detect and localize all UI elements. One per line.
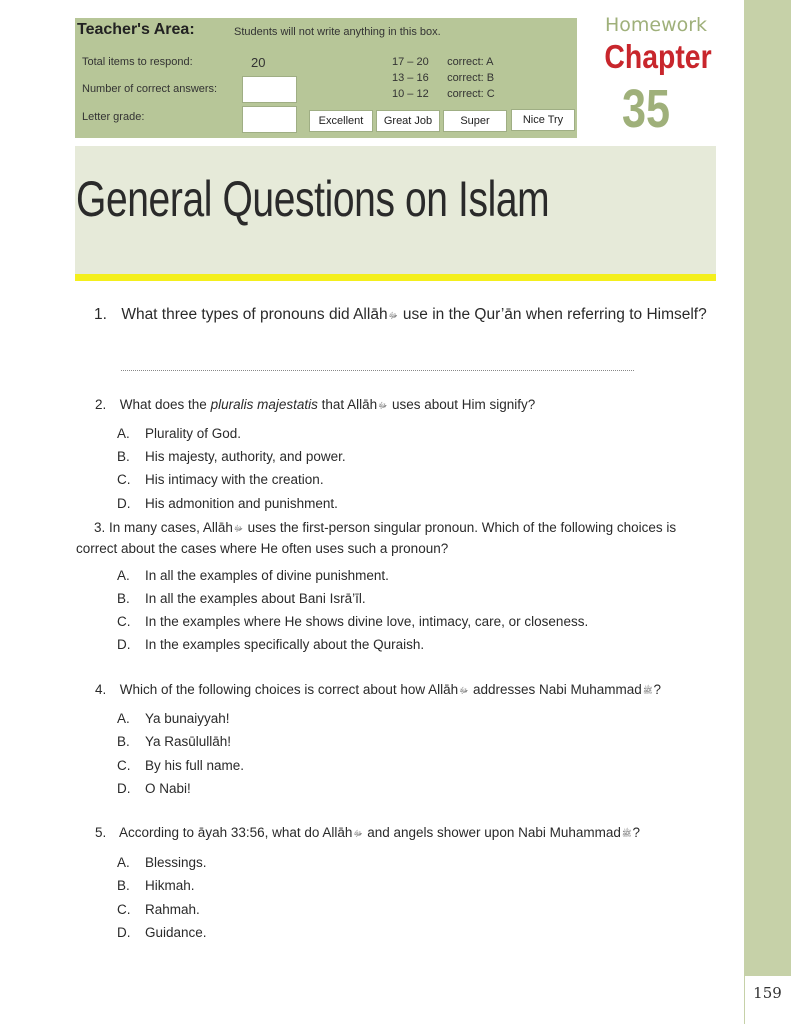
option-letter: B. bbox=[117, 449, 130, 464]
question-number: 3. bbox=[94, 520, 106, 535]
option-text: Rahmah. bbox=[145, 902, 200, 917]
question-text: ? bbox=[632, 825, 641, 840]
letter-grade-label: Letter grade: bbox=[82, 111, 145, 123]
grade-scale-result: correct: A bbox=[447, 56, 494, 68]
honorific-glyph-icon: ﷻ bbox=[388, 311, 398, 320]
prophet-glyph-icon: ﷺ bbox=[621, 829, 632, 838]
option-text: In all the examples of divine punishment. bbox=[145, 568, 389, 583]
teacher-area-title: Teacher's Area: bbox=[77, 21, 195, 38]
grade-scale-range: 17 – 20 bbox=[392, 56, 429, 68]
letter-grade-field[interactable] bbox=[242, 106, 297, 133]
option-text: Guidance. bbox=[145, 925, 207, 940]
option-text: His admonition and punishment. bbox=[145, 496, 338, 511]
side-color-strip bbox=[744, 0, 791, 1024]
option-letter: D. bbox=[117, 781, 131, 796]
option-letter: A. bbox=[117, 711, 130, 726]
grade-scale-row bbox=[392, 56, 494, 68]
answer-option[interactable] bbox=[117, 449, 346, 464]
question-text: ? bbox=[653, 682, 662, 697]
option-text: His intimacy with the creation. bbox=[145, 472, 324, 487]
honorific-glyph-icon: ﷻ bbox=[378, 401, 388, 410]
question-number: 5. bbox=[95, 825, 107, 840]
homework-label: Homework bbox=[604, 14, 708, 36]
answer-option[interactable] bbox=[117, 781, 191, 796]
grade-scale-row bbox=[392, 72, 494, 84]
option-letter: D. bbox=[117, 496, 131, 511]
question-2 bbox=[95, 397, 535, 412]
grade-scale-result: correct: B bbox=[447, 72, 495, 84]
question-italic-term: pluralis majestatis bbox=[210, 397, 318, 412]
option-letter: D. bbox=[117, 925, 131, 940]
option-text: In the examples specifically about the Quraish. bbox=[145, 637, 425, 652]
page-title: General Questions on Islam bbox=[76, 171, 550, 227]
title-yellow-rule bbox=[75, 274, 716, 281]
question-text: addresses Nabi Muhammad bbox=[469, 682, 642, 697]
question-text: Which of the following choices is correct about how Allāh bbox=[119, 682, 459, 697]
chapter-label: Chapter bbox=[604, 38, 712, 75]
praise-great-job-box[interactable]: Great Job bbox=[376, 110, 440, 132]
option-letter: A. bbox=[117, 855, 130, 870]
answer-option[interactable] bbox=[117, 568, 389, 583]
option-text: Hikmah. bbox=[145, 878, 195, 893]
question-number: 4. bbox=[95, 682, 107, 697]
teacher-area-box bbox=[75, 18, 577, 138]
prophet-glyph-icon: ﷺ bbox=[642, 686, 653, 695]
question-number: 2. bbox=[95, 397, 107, 412]
question-5 bbox=[95, 825, 640, 840]
question-text: uses the first-person singular pronoun. Which of the following choices is correct about the cases where He often uses such a pronoun? bbox=[76, 520, 677, 556]
answer-option[interactable] bbox=[117, 855, 207, 870]
total-items-label: Total items to respond: bbox=[82, 56, 193, 68]
honorific-glyph-icon: ﷻ bbox=[233, 524, 243, 533]
option-letter: C. bbox=[117, 758, 131, 773]
praise-nice-try-box[interactable]: Nice Try bbox=[511, 109, 575, 131]
grade-scale-range: 10 – 12 bbox=[392, 88, 429, 100]
option-letter: C. bbox=[117, 614, 131, 629]
answer-option[interactable] bbox=[117, 637, 424, 652]
page-number: 159 bbox=[753, 984, 782, 1002]
grade-scale-range: 13 – 16 bbox=[392, 72, 429, 84]
question-text: In many cases, Allāh bbox=[109, 520, 233, 535]
chapter-number: 35 bbox=[621, 79, 671, 139]
answer-option[interactable] bbox=[117, 734, 231, 749]
correct-answers-field[interactable] bbox=[242, 76, 297, 103]
option-text: In the examples where He shows divine love, intimacy, care, or closeness. bbox=[145, 614, 589, 629]
option-text: In all the examples about Bani Isrā’īl. bbox=[145, 591, 366, 606]
answer-option[interactable] bbox=[117, 426, 241, 441]
option-text: Ya bunaiyyah! bbox=[145, 711, 230, 726]
answer-option[interactable] bbox=[117, 614, 588, 629]
answer-option[interactable] bbox=[117, 758, 244, 773]
question-text: use in the Qur’ān when referring to Himself? bbox=[398, 306, 707, 323]
question-text: that Allāh bbox=[317, 397, 378, 412]
question-number: 1. bbox=[94, 306, 107, 323]
grade-scale-result: correct: C bbox=[447, 88, 495, 100]
option-letter: B. bbox=[117, 591, 130, 606]
option-letter: A. bbox=[117, 426, 130, 441]
honorific-glyph-icon: ﷻ bbox=[353, 829, 363, 838]
answer-option[interactable] bbox=[117, 591, 366, 606]
answer-line[interactable] bbox=[121, 370, 634, 371]
question-text: What three types of pronouns did Allāh bbox=[121, 306, 388, 323]
question-text: What does the bbox=[119, 397, 211, 412]
option-letter: C. bbox=[117, 902, 131, 917]
option-letter: A. bbox=[117, 568, 130, 583]
option-text: By his full name. bbox=[145, 758, 245, 773]
praise-super-box[interactable]: Super bbox=[443, 110, 507, 132]
grade-scale-row bbox=[392, 88, 495, 100]
answer-option[interactable] bbox=[117, 711, 230, 726]
option-text: Plurality of God. bbox=[145, 426, 242, 441]
answer-option[interactable] bbox=[117, 472, 324, 487]
praise-excellent-box[interactable]: Excellent bbox=[309, 110, 373, 132]
option-letter: C. bbox=[117, 472, 131, 487]
option-letter: B. bbox=[117, 734, 130, 749]
option-letter: D. bbox=[117, 637, 131, 652]
question-text: According to āyah 33:56, what do Allāh bbox=[119, 825, 353, 840]
answer-option[interactable] bbox=[117, 496, 338, 511]
total-items-value: 20 bbox=[251, 55, 266, 70]
option-text: His majesty, authority, and power. bbox=[145, 449, 346, 464]
question-text: uses about Him signify? bbox=[388, 397, 536, 412]
answer-option[interactable] bbox=[117, 902, 200, 917]
correct-answers-label: Number of correct answers: bbox=[82, 83, 218, 95]
question-4 bbox=[95, 682, 661, 697]
honorific-glyph-icon: ﷻ bbox=[459, 686, 469, 695]
teacher-area-note: Students will not write anything in this box. bbox=[234, 26, 441, 38]
question-text: and angels shower upon Nabi Muhammad bbox=[363, 825, 621, 840]
option-letter: B. bbox=[117, 878, 130, 893]
question-3 bbox=[76, 518, 721, 559]
question-1 bbox=[94, 306, 707, 324]
answer-option[interactable] bbox=[117, 925, 207, 940]
answer-option[interactable] bbox=[117, 878, 195, 893]
option-text: Blessings. bbox=[145, 855, 207, 870]
option-text: Ya Rasūlullāh! bbox=[145, 734, 232, 749]
option-text: O Nabi! bbox=[145, 781, 191, 796]
